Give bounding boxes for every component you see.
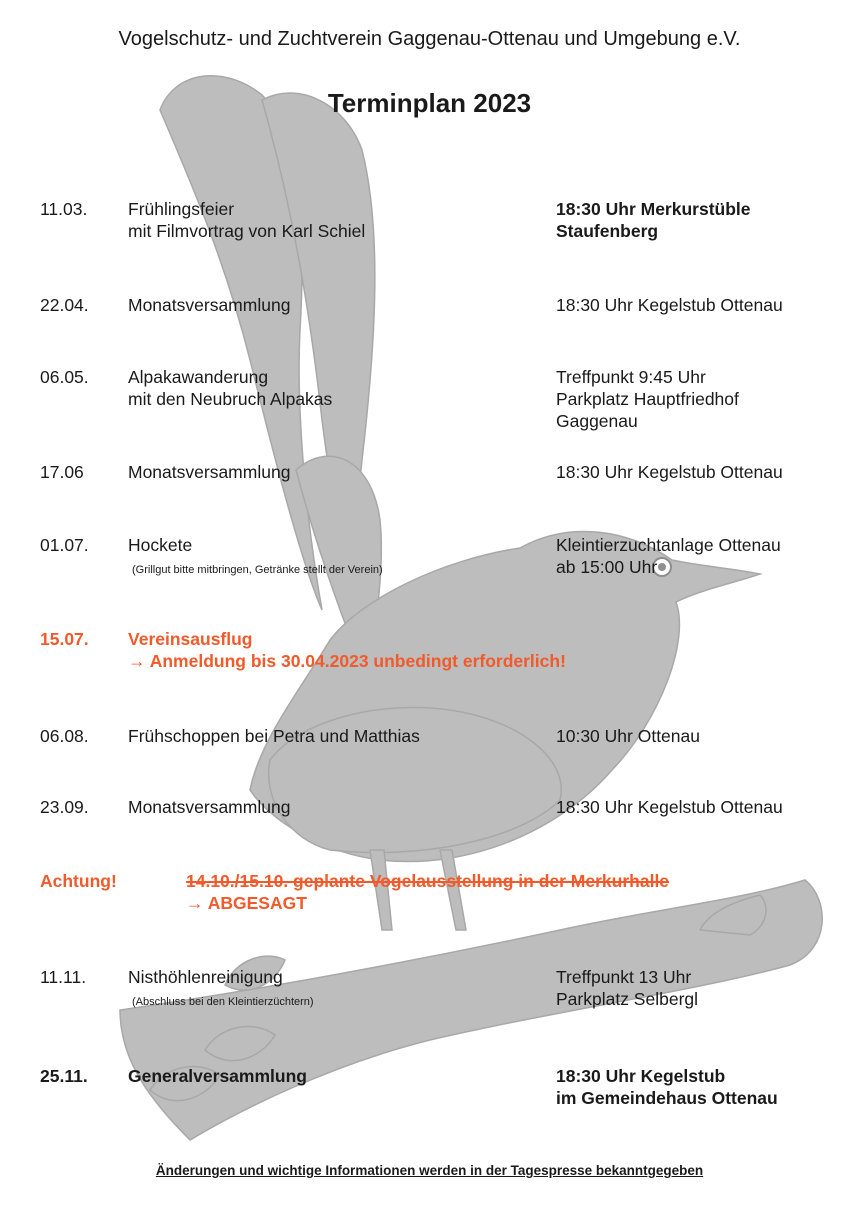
event-date: 06.05. bbox=[40, 367, 89, 387]
event-note: (Grillgut bitte mitbringen, Getränke stellt der Verein) bbox=[132, 564, 383, 576]
event-location: Treffpunkt 9:45 Uhr Parkplatz Hauptfriedhof Gaggenau bbox=[556, 367, 739, 431]
event-location: 18:30 Uhr Kegelstub Ottenau bbox=[556, 462, 783, 482]
event-description: Alpakawanderung mit den Neubruch Alpakas bbox=[128, 367, 333, 409]
cancelled-event-text: 14.10./15.10. geplante Vogelausstellung in der Merkurhalle bbox=[186, 871, 670, 891]
event-description bbox=[186, 870, 669, 914]
event-description: Monatsversammlung bbox=[128, 295, 291, 315]
event-description: Frühlingsfeier mit Filmvortrag von Karl Schiel bbox=[128, 199, 366, 241]
event-date: 22.04. bbox=[40, 295, 89, 315]
event-description: Monatsversammlung bbox=[128, 797, 291, 817]
event-location: 18:30 Uhr Kegelstub Ottenau bbox=[556, 797, 783, 817]
event-note: (Abschluss bei den Kleintierzüchtern) bbox=[132, 996, 314, 1008]
cancelled-label: → ABGESAGT bbox=[186, 893, 307, 913]
event-date: 01.07. bbox=[40, 535, 89, 555]
event-date: 06.08. bbox=[40, 726, 89, 746]
event-description: Hockete (Grillgut bitte mitbringen, Getränke stellt der Verein) bbox=[128, 534, 383, 581]
club-name-header: Vogelschutz- und Zuchtverein Gaggenau-Ottenau und Umgebung e.V. bbox=[118, 28, 741, 50]
event-date: 17.06 bbox=[40, 462, 84, 482]
event-description: Monatsversammlung bbox=[128, 462, 291, 482]
attention-label: Achtung! bbox=[40, 871, 117, 891]
event-date: 15.07. bbox=[40, 629, 89, 649]
event-location: Treffpunkt 13 Uhr Parkplatz Selbergl bbox=[556, 967, 699, 1009]
event-description: Nisthöhlenreinigung (Abschluss bei den Kleintierzüchtern) bbox=[128, 966, 314, 1013]
event-location: 10:30 Uhr Ottenau bbox=[556, 726, 700, 746]
event-location: 18:30 Uhr Kegelstub Ottenau bbox=[556, 295, 783, 315]
page-title: Terminplan 2023 bbox=[327, 88, 532, 118]
event-date: 23.09. bbox=[40, 797, 89, 817]
event-date: 11.11. bbox=[40, 967, 87, 987]
event-description: Vereinsausflug → Anmeldung bis 30.04.2023 unbedingt erforderlich! bbox=[128, 629, 566, 671]
footer-note: Änderungen und wichtige Informationen werden in der Tagespresse bekanntgegeben bbox=[155, 1163, 704, 1178]
event-date: 11.03. bbox=[40, 199, 88, 219]
event-location: 18:30 Uhr Kegelstub im Gemeindehaus Ottenau bbox=[556, 1066, 778, 1108]
event-date: 25.11. bbox=[40, 1066, 88, 1086]
event-location: Kleintierzuchtanlage Ottenau ab 15:00 Uhr bbox=[556, 535, 781, 577]
event-location: 18:30 Uhr Merkurstüble Staufenberg bbox=[556, 199, 751, 241]
event-description: Frühschoppen bei Petra und Matthias bbox=[128, 726, 420, 746]
event-description: Generalversammlung bbox=[128, 1066, 307, 1086]
